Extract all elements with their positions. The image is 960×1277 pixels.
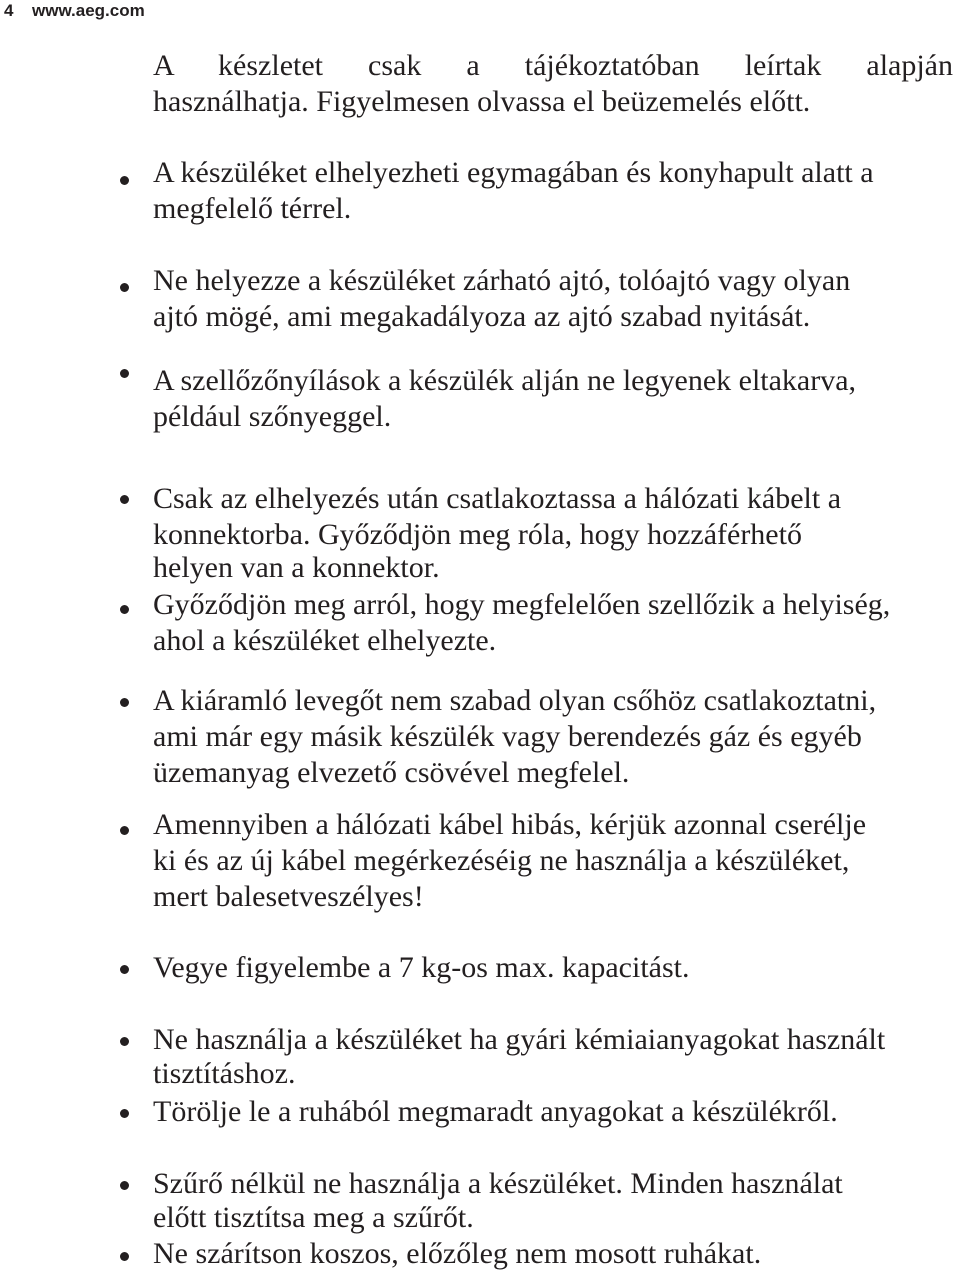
bullet-icon xyxy=(120,605,129,614)
list-item-line: ami már egy másik készülék vagy berendezés gáz és egyéb xyxy=(153,720,862,753)
list-item-line: A szellőzőnyílások a készülék alján ne legyenek eltakarva, xyxy=(153,364,857,397)
list-item xyxy=(153,263,953,335)
list-item xyxy=(153,363,953,435)
list-item xyxy=(153,1166,953,1234)
list-item-line: Amennyiben a hálózati kábel hibás, kérjük azonnal cserélje xyxy=(153,808,867,841)
list-item-line: helyen van a konnektor. xyxy=(153,551,440,584)
intro-paragraph xyxy=(153,48,953,120)
list-item-line: Győződjön meg arról, hogy megfelelően szellőzik a helyiség, xyxy=(153,588,891,621)
list-item-line: A készüléket elhelyezheti egymagában és konyhapult alatt a xyxy=(153,156,874,189)
list-item-line: előtt tisztítsa meg a szűrőt. xyxy=(153,1201,474,1234)
site-url: www.aeg.com xyxy=(32,1,145,20)
bullet-icon xyxy=(120,495,129,504)
list-item-line: Vegye figyelembe a 7 kg-os max. kapacitást. xyxy=(153,951,690,984)
bullet-icon xyxy=(120,1252,129,1261)
list-item-line: Ne helyezze a készüléket zárható ajtó, tolóajtó vagy olyan xyxy=(153,264,851,297)
list-item xyxy=(153,1094,953,1130)
bullet-icon xyxy=(120,369,129,378)
list-item-line: ahol a készüléket elhelyezte. xyxy=(153,624,497,657)
list-item-line: Csak az elhelyezés után csatlakoztassa a hálózati kábelt a xyxy=(153,482,842,515)
list-item-line: Ne szárítson koszos, előzőleg nem mosott ruhákat. xyxy=(153,1237,762,1270)
page-number: 4 xyxy=(4,1,14,20)
bullet-icon xyxy=(120,698,129,707)
bullet-icon xyxy=(120,283,129,292)
list-item-line: ajtó mögé, ami megakadályoza az ajtó szabad nyitását. xyxy=(153,300,811,333)
list-item-line: A kiáramló levegőt nem szabad olyan csőhöz csatlakoztatni, xyxy=(153,684,877,717)
list-item-line: ki és az új kábel megérkezéséig ne használja a készüléket, xyxy=(153,844,850,877)
list-item xyxy=(153,155,953,227)
bullet-icon xyxy=(120,1109,129,1118)
list-item xyxy=(153,1236,953,1272)
bullet-icon xyxy=(120,176,129,185)
bullet-icon xyxy=(120,1181,129,1190)
list-item xyxy=(153,587,953,659)
list-item xyxy=(153,1022,953,1090)
list-item-line: Törölje le a ruhából megmaradt anyagokat a készülékről. xyxy=(153,1095,838,1128)
list-item-line: Ne használja a készüléket ha gyári kémiaianyagokat használt xyxy=(153,1023,886,1056)
bullet-icon xyxy=(120,1037,129,1046)
list-item xyxy=(153,950,953,986)
list-item-line: konnektorba. Győződjön meg róla, hogy hozzáférhető xyxy=(153,518,802,551)
list-item-line: Szűrő nélkül ne használja a készüléket. Minden használat xyxy=(153,1167,843,1200)
list-item-line: üzemanyag elvezető csövével megfelel. xyxy=(153,756,630,789)
bullet-icon xyxy=(120,965,129,974)
intro-line: A készletet csak a tájékoztatóban leírtak alapján xyxy=(153,49,953,82)
list-item-line: mert balesetveszélyes! xyxy=(153,880,424,913)
list-item-line: tisztításhoz. xyxy=(153,1057,296,1090)
list-item xyxy=(153,807,953,915)
bullet-icon xyxy=(120,826,129,835)
list-item-line: megfelelő térrel. xyxy=(153,192,352,225)
list-item-line: például szőnyeggel. xyxy=(153,400,392,433)
intro-line: használhatja. Figyelmesen olvassa el beüzemelés előtt. xyxy=(153,85,811,118)
list-item xyxy=(153,683,953,791)
list-item xyxy=(153,481,953,583)
